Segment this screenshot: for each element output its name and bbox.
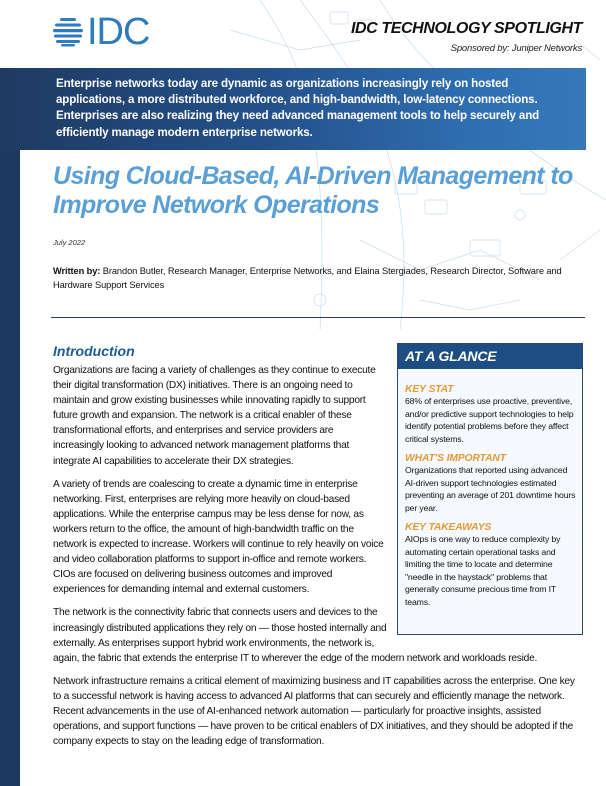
- summary-banner: [0, 68, 586, 150]
- spotlight-title: IDC TECHNOLOGY SPOTLIGHT: [350, 20, 582, 37]
- glance-label: WHAT'S IMPORTANT: [405, 453, 506, 464]
- intro-paragraph-3: The network is the connectivity fabric that connects users and devices to the increasingly distributed applications they rely on — those hosted internally and externally. As enterprises support hybrid work environments, the network is, again, the fabric that extends the enterprise IT to wherever the edge of the modern network and workloads reside.: [53, 607, 538, 664]
- idc-logo: [52, 11, 150, 53]
- at-a-glance-box: [397, 343, 583, 635]
- publication-date: July 2022: [53, 238, 86, 247]
- sponsor-text: Sponsored by: Juniper Networks: [450, 43, 582, 54]
- introduction-heading: Introduction: [53, 343, 135, 359]
- section-divider: [51, 317, 585, 318]
- at-a-glance-heading: AT A GLANCE: [398, 344, 582, 369]
- byline: [53, 264, 593, 292]
- logo-text: IDC: [87, 11, 150, 53]
- intro-paragraph-4: Network infrastructure remains a critical element of maximizing business and IT capabilities across the enterprise. One key to a successful network is having access to advanced AI platforms that can securely and efficiently manage the network. Recent advancements in the use of AI-enhanced network automation — particularly for proactive insights, assisted operations, and support functions — have proven to be critical enablers of DX initiatives, and they should be adopted if the company expects to stay on the leading edge of transformation.: [53, 675, 575, 748]
- glance-label: KEY TAKEAWAYS: [405, 522, 492, 533]
- idc-globe-icon: [52, 17, 84, 47]
- intro-paragraph-1: Organizations are facing a variety of challenges as they continue to execute their digital transformation (DX) initiatives. There is an ongoing need to maintain and grow existing businesses while innovating rapidly to support future growth and expansion. The network is a critical enabler of these transformational efforts, and enterprises and service providers are increasingly looking to advanced network management platforms that integrate AI capabilities to accelerate their DX strategies.: [53, 365, 376, 467]
- banner-text: Enterprise networks today are dynamic as organizations increasingly rely on hosted applications, a more distributed workforce, and high-bandwidth, low-latency connections. Enterprises are also realizing they need advanced management tools to help securely and efficiently manage modern enterprise networks.: [56, 77, 540, 139]
- glance-body: 68% of enterprises use proactive, preventive, and/or predictive support technologies to help identify potential problems before they affect critical systems.: [405, 396, 574, 444]
- left-accent-bar: [0, 68, 20, 786]
- glance-body: AIOps is one way to reduce complexity by automating certain operational tasks and limiting the time to locate and determine "needle in the haystack" problems that generally consume precious time from IT teams.: [405, 534, 561, 607]
- byline-label: Written by:: [53, 266, 101, 276]
- glance-label: KEY STAT: [405, 384, 454, 395]
- glance-body: Organizations that reported using advanced AI-driven support technologies estimated preventing an average of 201 downtime hours per year.: [405, 465, 576, 513]
- spotlight-header: [351, 20, 582, 54]
- document-title: Using Cloud-Based, AI-Driven Management to Improve Network Operations: [53, 162, 573, 219]
- glance-section-key-stat: [398, 384, 582, 445]
- glance-section-key-takeaways: [398, 522, 582, 608]
- intro-paragraph-2: A variety of trends are coalescing to create a dynamic time in enterprise networking. First, enterprises are relying more heavily on cloud-based applications. While the enterprise campus may be less dense for now, as workers return to the office, the amount of high-bandwidth traffic on the network is expected to increase. Workers will continue to rely heavily on voice and video collaboration platforms to support in-office and remote workers. CIOs are focused on delivering business outcomes and improved experiences for demanding internal and external customers.: [53, 478, 384, 596]
- byline-authors: Brandon Butler, Research Manager, Enterprise Networks, and Elaina Stergiades, Research Director, Software and Hardware Support Services: [53, 266, 562, 290]
- glance-section-whats-important: [398, 453, 582, 514]
